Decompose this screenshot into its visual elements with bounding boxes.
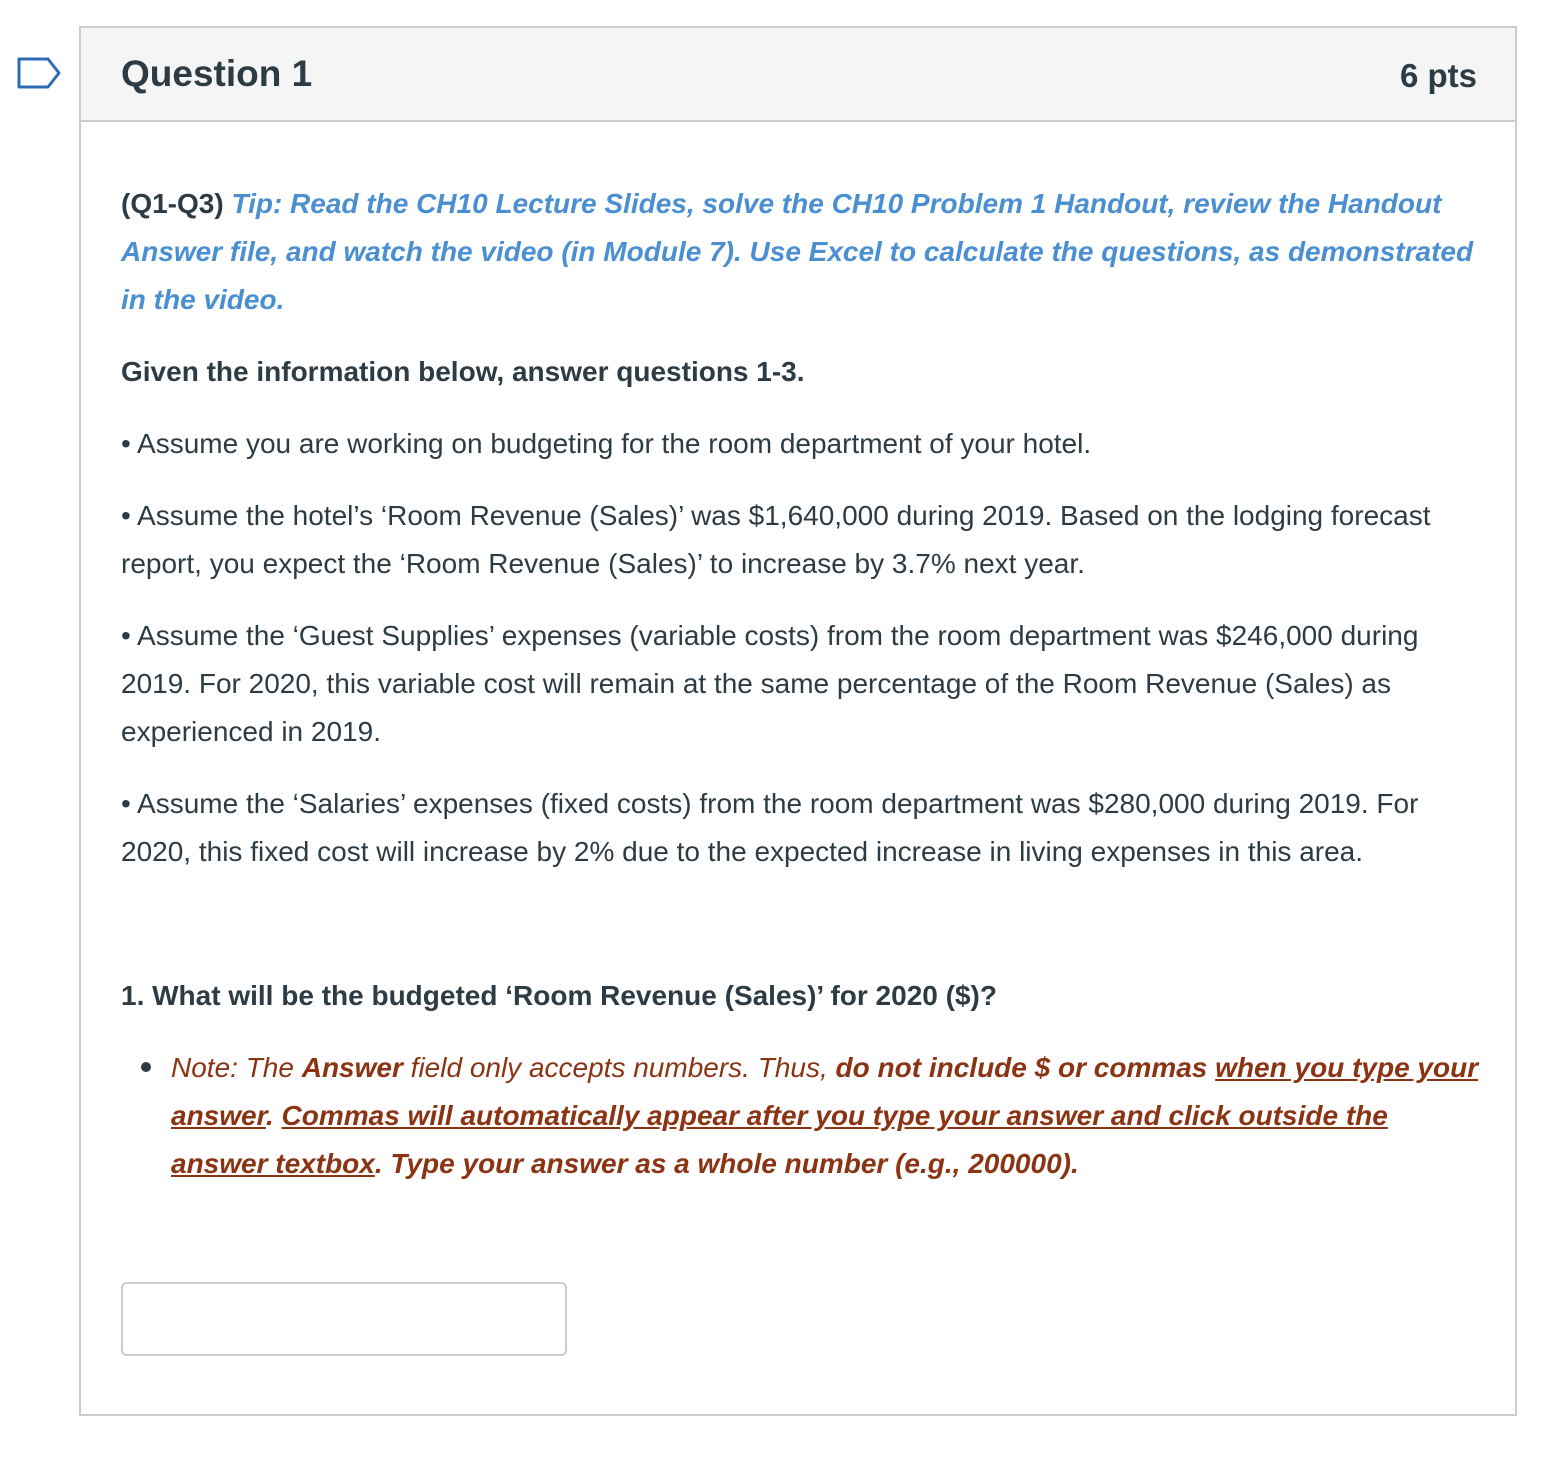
note-part: Commas will automatically appear after you type your answer and click outside the answer textbox bbox=[171, 1100, 1388, 1179]
question-title: Question 1 bbox=[121, 53, 313, 94]
note-list bbox=[121, 1044, 1481, 1188]
info-bullet: • Assume the ‘Salaries’ expenses (fixed costs) from the room department was $280,000 during 2019. For 2020, this fixed cost will increase by 2% due to the expected increase in living expenses in this area. bbox=[121, 788, 1419, 867]
info-bullet: • Assume the hotel’s ‘Room Revenue (Sales)’ was $1,640,000 during 2019. Based on the lodging forecast report, you expect the ‘Room Revenue (Sales)’ to increase by 3.7% next year. bbox=[121, 500, 1431, 579]
intro-label: (Q1-Q3) bbox=[121, 188, 224, 219]
question-header bbox=[81, 28, 1515, 122]
bookmark-flag-icon[interactable] bbox=[16, 56, 62, 90]
question-card bbox=[79, 26, 1517, 1416]
note-part: . Type your answer as a whole number (e.g., 200000). bbox=[374, 1148, 1079, 1179]
note-part: field only accepts numbers. Thus, bbox=[402, 1052, 836, 1083]
question-points: 6 pts bbox=[1399, 57, 1477, 94]
info-bullet: • Assume you are working on budgeting for the room department of your hotel. bbox=[121, 428, 1092, 459]
note-part: . bbox=[265, 1100, 282, 1131]
intro-paragraph bbox=[121, 180, 1481, 324]
note-part: Answer bbox=[301, 1052, 403, 1083]
question-body bbox=[121, 180, 1481, 1188]
note-part: do not include $ or commas bbox=[835, 1052, 1216, 1083]
info-bullet: • Assume the ‘Guest Supplies’ expenses (variable costs) from the room department was $246,000 during 2019. For 2020, this variable cost will remain at the same percentage of the Room Revenue (Sales) as experienced in 2019. bbox=[121, 620, 1419, 747]
tip-text: Tip: Read the CH10 Lecture Slides, solve the CH10 Problem 1 Handout, review the Handout Answer file, and watch the video (in Module 7). Use Excel to calculate the questions, as demonstrated in the video. bbox=[121, 188, 1474, 315]
answer-input[interactable] bbox=[121, 1282, 567, 1356]
note-item bbox=[171, 1044, 1481, 1188]
bullet-dot-icon bbox=[141, 1062, 151, 1072]
question-prompt: 1. What will be the budgeted ‘Room Revenue (Sales)’ for 2020 ($)? bbox=[121, 980, 997, 1011]
given-heading: Given the information below, answer questions 1-3. bbox=[121, 356, 805, 387]
note-part: Note: The bbox=[171, 1052, 302, 1083]
note-part: when you type your answer bbox=[171, 1052, 1479, 1131]
